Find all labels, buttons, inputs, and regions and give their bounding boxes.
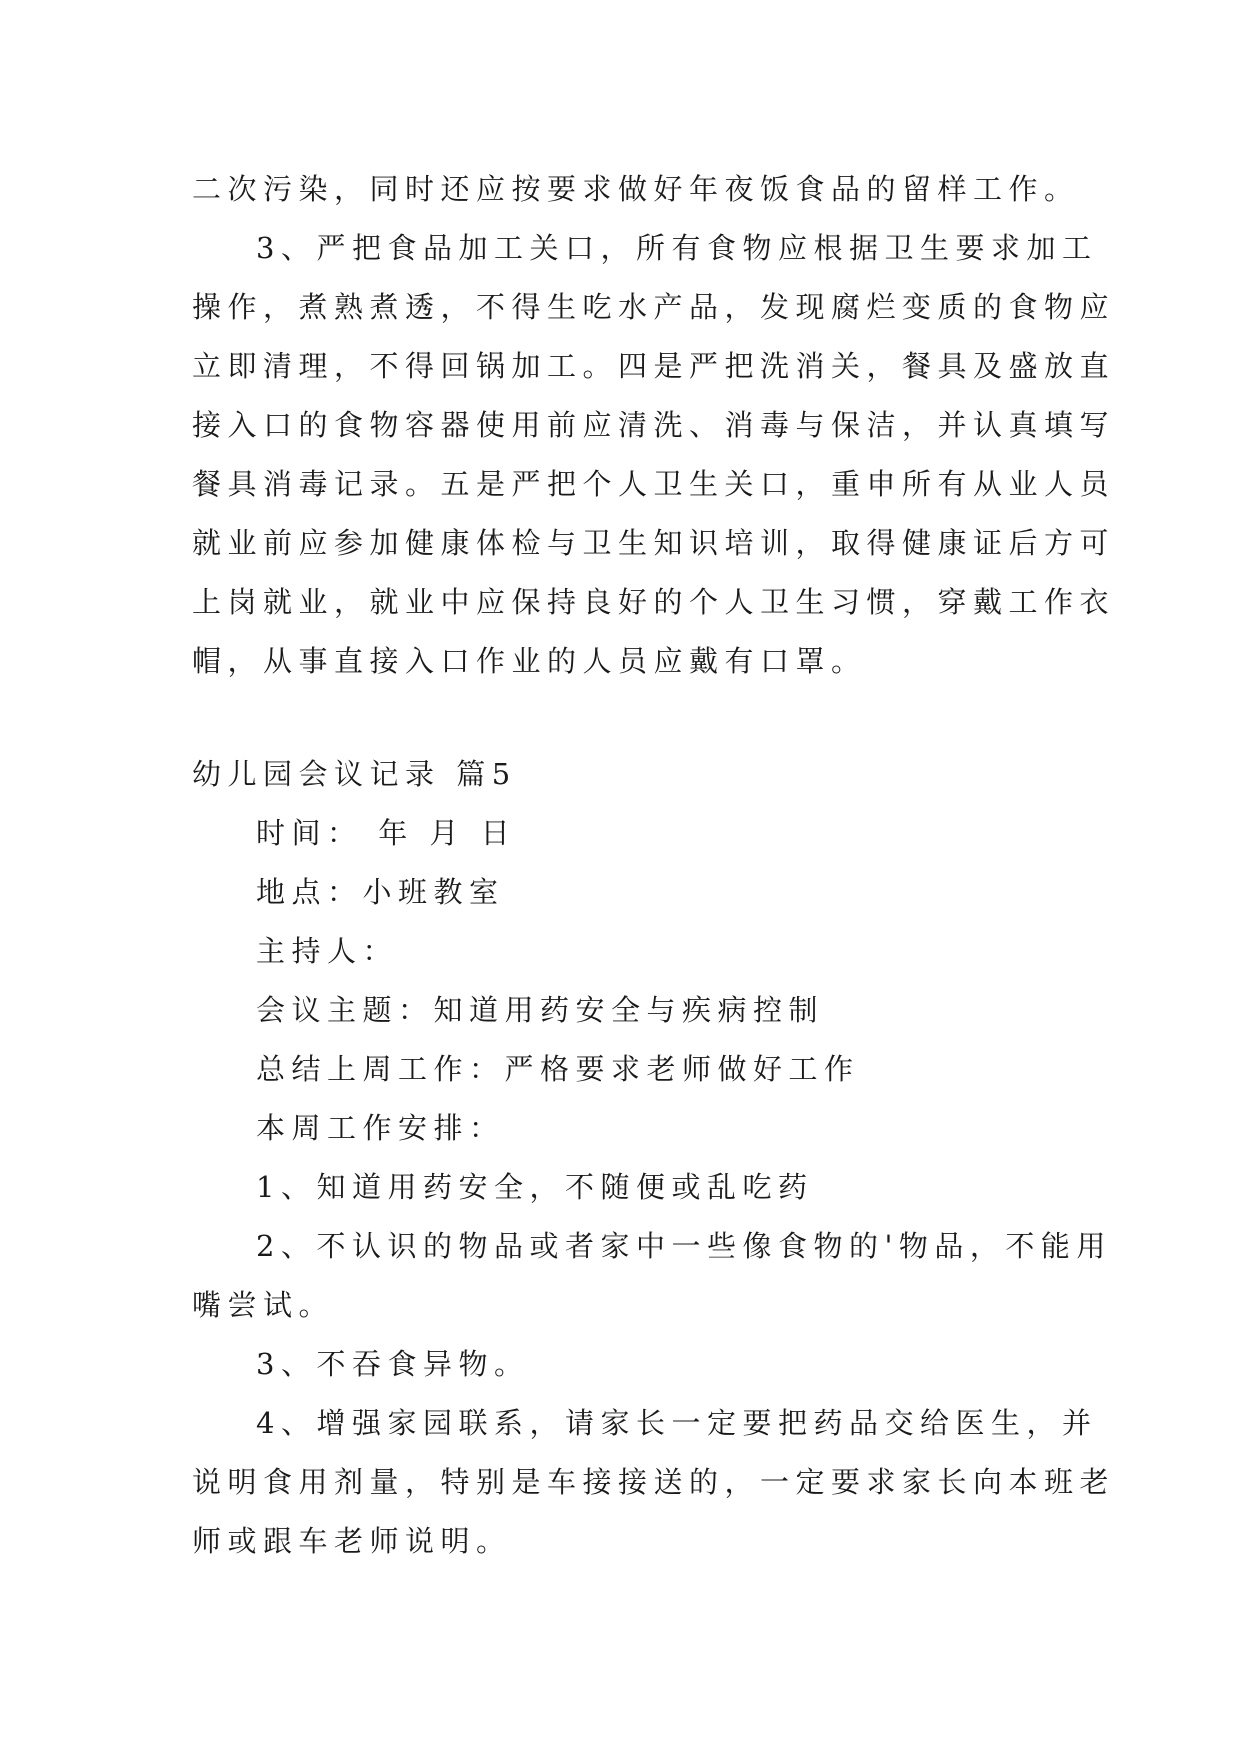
paragraph-line: 操作，煮熟煮透，不得生吃水产品，发现腐烂变质的食物应 [192,290,1116,324]
paragraph-line: 3、严把食品加工关口，所有食物应根据卫生要求加工 [256,231,1098,265]
paragraph-line: 立即清理，不得回锅加工。四是严把洗消关，餐具及盛放直 [192,349,1116,383]
list-item [192,1394,1116,1571]
list-item-line: 说明食用剂量，特别是车接接送的，一定要求家长向本班老 [192,1465,1116,1499]
paragraph-line: 二次污染，同时还应按要求做好年夜饭食品的留样工作。 [192,172,1080,206]
paragraph-line: 餐具消毒记录。五是严把个人卫生关口，重申所有从业人员 [192,467,1116,501]
meeting-time: 时间： 年 月 日 [256,816,517,850]
paragraph-line: 帽，从事直接入口作业的人员应戴有口罩。 [192,644,867,678]
meeting-theme: 会议主题：知道用药安全与疾病控制 [256,993,825,1027]
meeting-host: 主持人： [256,934,399,968]
list-item-line: 1、知道用药安全，不随便或乱吃药 [256,1170,814,1204]
list-item [192,1158,1054,1217]
list-item-line: 嘴尝试。 [192,1288,335,1322]
list-item-line: 师或跟车老师说明。 [192,1524,512,1558]
list-item [192,1217,1112,1335]
this-week-heading: 本周工作安排： [256,1111,505,1145]
paragraph-line: 上岗就业，就业中应保持良好的个人卫生习惯，穿戴工作衣 [192,585,1116,619]
list-item-line: 4、增强家园联系，请家长一定要把药品交给医生，并 [256,1406,1098,1440]
document-page [192,160,1116,1571]
list-item-line: 3、不吞食异物。 [256,1347,530,1381]
section-gap [192,691,1054,745]
last-week-summary: 总结上周工作：严格要求老师做好工作 [256,1052,860,1086]
paragraph-line: 就业前应参加健康体检与卫生知识培训，取得健康证后方可 [192,526,1116,560]
list-item-line: 2、不认识的物品或者家中一些像食物的'物品，不能用 [256,1229,1112,1263]
section-title: 幼儿园会议记录 篇5 [192,757,517,791]
list-item [192,1335,1054,1394]
item-3-paragraph [192,219,1116,691]
paragraph-line: 接入口的食物容器使用前应清洗、消毒与保洁，并认真填写 [192,408,1116,442]
meeting-location: 地点：小班教室 [256,875,505,909]
